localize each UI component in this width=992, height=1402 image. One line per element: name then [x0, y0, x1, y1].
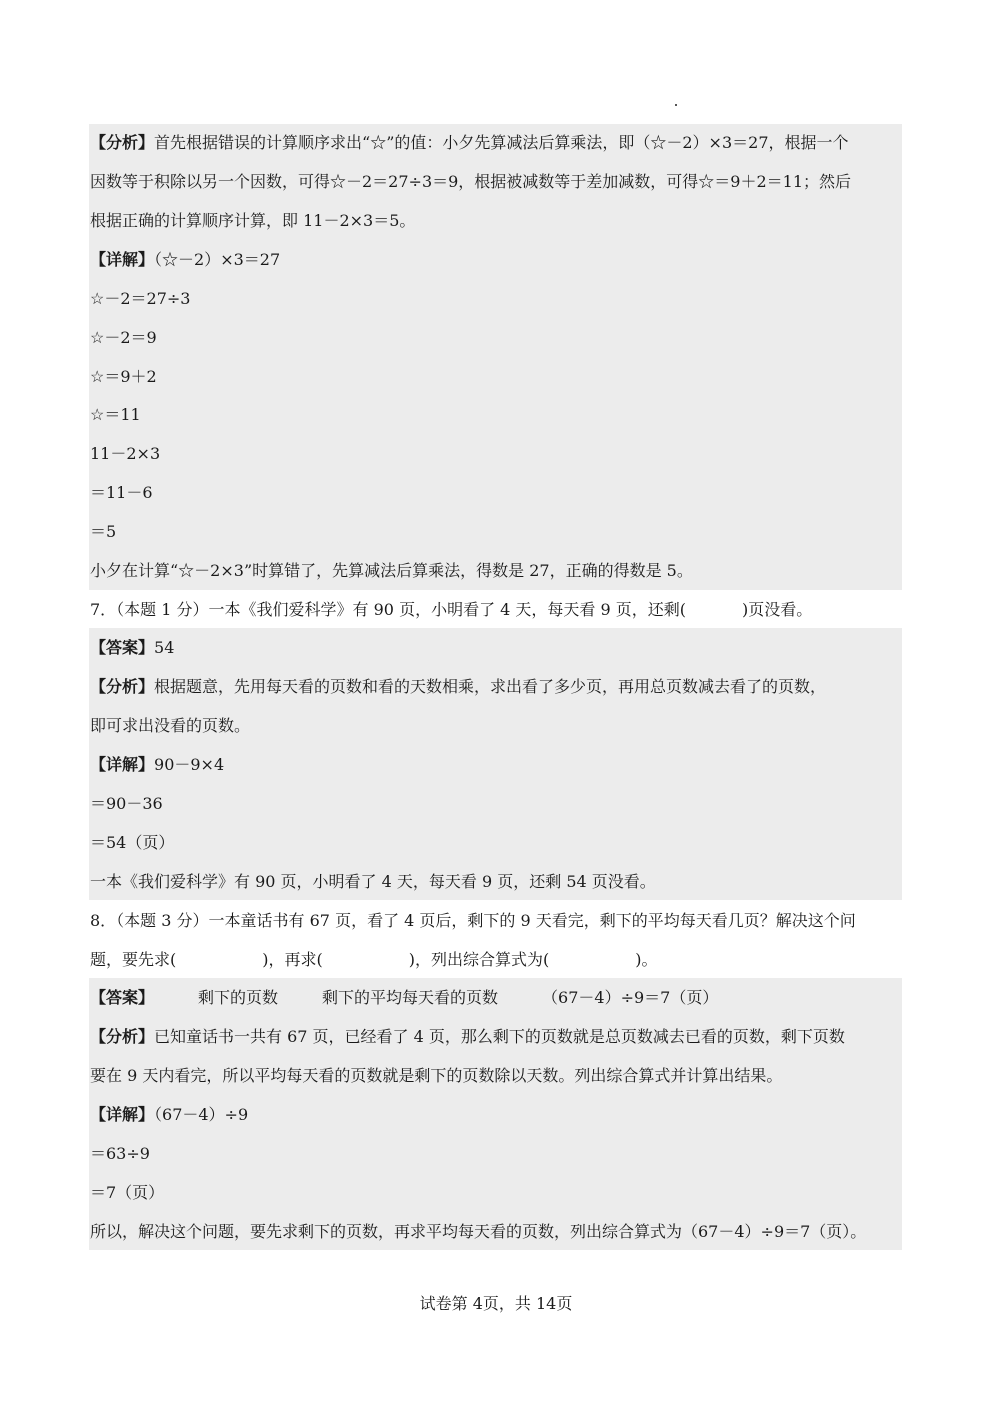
- q7-detail-line-1: 【详解】90－9×4: [90, 755, 225, 774]
- analysis-tag: 【分析】: [90, 1027, 155, 1046]
- analysis-tag: 【分析】: [90, 677, 155, 696]
- q8-conclusion: 所以，解决这个问题，要先求剩下的页数，再求平均每天看的页数，列出综合算式为（67－4）÷9＝7（页）。: [90, 1222, 867, 1241]
- q8-answer-3: （67－4）÷9＝7（页）: [542, 988, 719, 1007]
- q7-answer-line: [90, 637, 902, 659]
- q7-conclusion: 一本《我们爱科学》有 90 页，小明看了 4 天，每天看 9 页，还剩 54 页没看。: [90, 872, 656, 891]
- answer-tag: 【答案】: [90, 638, 155, 657]
- q8-analysis-line-1: 【分析】已知童话书一共有 67 页，已经看了 4 页，那么剩下的页数就是总页数减去已看的页数，剩下页数: [90, 1027, 845, 1046]
- q6-step: ＝11－6: [90, 483, 153, 502]
- detail-tag: 【详解】: [90, 250, 155, 269]
- q8-answer-line: [90, 987, 902, 1009]
- scan-speck: [675, 104, 677, 106]
- q8-detail-line-1: 【详解】（67－4）÷9: [90, 1105, 249, 1124]
- q6-step: ☆－2＝27÷3: [90, 289, 191, 308]
- q6-step: ☆＝11: [90, 405, 141, 424]
- detail-tag: 【详解】: [90, 1105, 155, 1124]
- q6-analysis-line-3: 根据正确的计算顺序计算，即 11－2×3＝5。: [90, 211, 416, 230]
- q6-detail-line-1: 【详解】（☆－2）×3＝27: [90, 250, 281, 269]
- detail-tag: 【详解】: [90, 755, 155, 774]
- q8-step: ＝7（页）: [90, 1183, 165, 1202]
- q6-conclusion: 小夕在计算“☆－2×3”时算错了，先算减法后算乘法，得数是 27，正确的得数是 5。: [90, 561, 693, 580]
- analysis-tag: 【分析】: [90, 133, 155, 152]
- q6-analysis-line-1: 【分析】首先根据错误的计算顺序求出“☆”的值：小夕先算减法后算乘法，即（☆－2）×3＝27，根据一个: [90, 133, 849, 152]
- page-number: 试卷第 4页，共 14页: [419, 1294, 573, 1313]
- q6-analysis-line-2: 因数等于积除以另一个因数，可得☆－2＝27÷3＝9，根据被减数等于差加减数，可得☆＝9＋2＝11；然后: [90, 172, 852, 191]
- q8-analysis-line-2: 要在 9 天内看完，所以平均每天看的页数就是剩下的页数除以天数。列出综合算式并计算出结果。: [90, 1066, 783, 1085]
- answer-tag: 【答案】: [90, 988, 155, 1007]
- q6-step: ☆＝9＋2: [90, 367, 157, 386]
- q6-step: ＝5: [90, 522, 117, 541]
- q6-step: ☆－2＝9: [90, 328, 157, 347]
- q7-answer: 54: [154, 638, 175, 657]
- q7-step: ＝54（页）: [90, 833, 175, 852]
- q8-answer-2: 剩下的平均每天看的页数: [322, 988, 499, 1007]
- q7-analysis-line-1: 【分析】根据题意，先用每天看的页数和看的天数相乘，求出看了多少页，再用总页数减去看了的页数，: [90, 677, 827, 696]
- q7-analysis-line-2: 即可求出没看的页数。: [90, 716, 251, 735]
- q8-step: ＝63÷9: [90, 1144, 150, 1163]
- q7-question: 7．（本题 1 分）一本《我们爱科学》有 90 页，小明看了 4 天，每天看 9 页，还剩( )页没看。: [90, 600, 813, 619]
- q7-step: ＝90－36: [90, 794, 163, 813]
- q6-step: 11－2×3: [90, 444, 161, 463]
- q8-answer-1: 剩下的页数: [198, 988, 279, 1007]
- q8-question-line-1: 8．（本题 3 分）一本童话书有 67 页，看了 4 页后，剩下的 9 天看完，剩下的平均每天看几页？解决这个问: [90, 911, 856, 930]
- q8-question-line-2: 题，要先求( )，再求( )，列出综合算式为( )。: [90, 950, 658, 969]
